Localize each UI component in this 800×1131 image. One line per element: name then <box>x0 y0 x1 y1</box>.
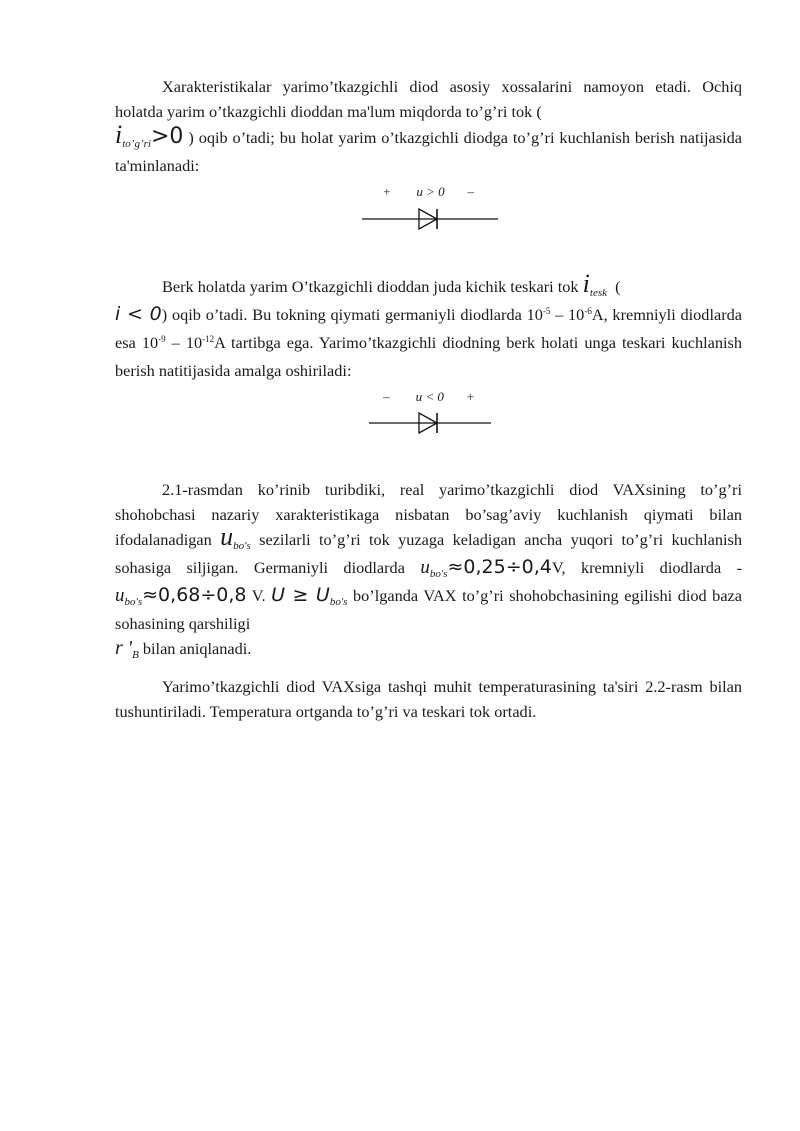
para3-text-f: bilan aniqlanadi. <box>142 639 252 658</box>
document-page <box>115 74 742 724</box>
ge-u-subscript: bo's <box>429 568 448 580</box>
exp-3: -9 <box>158 334 166 344</box>
diagram2-plus: + <box>466 389 474 404</box>
si-value: ≈0,68÷0,8 <box>142 584 247 606</box>
diagram2-label: u < 0 <box>415 389 444 404</box>
diagram1-minus: – <box>467 184 474 199</box>
paragraph-threshold-voltage <box>115 477 742 664</box>
para2-text-d: – 10 <box>550 305 585 324</box>
para2-text-f: – 10 <box>165 333 203 352</box>
si-u-symbol: u <box>115 585 125 606</box>
diagram1-plus: + <box>383 184 391 199</box>
condition-u-subscript: bo's <box>329 596 348 608</box>
diode-symbol-icon <box>115 206 742 246</box>
diagram2-minus: – <box>383 389 390 404</box>
reverse-current-condition: i < 0 <box>115 303 162 325</box>
diode-symbol-reverse-icon <box>115 411 742 451</box>
para3-text-a: 2.1-rasmdan ko’rinib turibdiki, real yarimo’tkazgichli diod VAXsining to’g’ri shohobchasi nazariy xarakteristikaga nisbatan bo’sag’aviy kuchlanish qiymati bilan ifodalanadigan <box>115 480 742 549</box>
threshold-u-symbol: u <box>220 522 234 551</box>
para2-text-c: ) oqib o’tadi. Bu tokning qiymati germaniyli diodlarda 10 <box>161 305 543 324</box>
diode-forward-diagram <box>115 184 742 260</box>
para1-text-a: Xarakteristikalar yarimo’tkazgichli diod asosiy xossalarini namoyon etadi. Ochiq holatda yarim o’tkazgichli dioddan ma'lum miqdorda to’g’ri tok ( <box>115 77 742 121</box>
paragraph-forward-current <box>115 74 742 178</box>
exp-1: -5 <box>542 306 551 316</box>
paragraph-reverse-current <box>115 269 743 383</box>
exp-4: -12 <box>202 334 215 344</box>
resistance-subscript: B <box>132 649 139 661</box>
diode-reverse-diagram <box>115 389 742 463</box>
para3-text-e: bo’lganda VAX to’g’ri shohobchasining egilishi diod baza sohasining qarshiligi <box>115 586 742 633</box>
resistance-symbol: r ' <box>115 637 133 659</box>
ge-value: ≈0,25÷0,4 <box>447 556 552 578</box>
forward-current-subscript: to’g’ri <box>122 138 151 150</box>
para2-text-g: A tartibga ega. Yarimo’tkazgichli diodning berk holati unga teskari kuchlanish berish natitijasida amalga oshiriladi: <box>115 333 743 380</box>
para3-text-c: V, kremniyli diodlarda - <box>551 558 742 577</box>
paragraph-temperature <box>115 674 742 724</box>
diagram1-label: u > 0 <box>416 184 445 199</box>
para1-text-b: ) oqib o’tadi; bu holat yarim o’tkazgichli diodga to’g’ri kuchlanish berish natijasida ta'minlanadi: <box>115 128 742 175</box>
para2-paren: ( <box>615 277 621 296</box>
reverse-current-subscript: tesk <box>589 287 607 299</box>
ge-u-symbol: u <box>420 557 430 578</box>
para3-text-b: sezilarli to’g’ri tok yuzaga keladigan ancha yuqori to’g’ri kuchlanish sohasiga siljigan. Germaniyli diodlarda <box>115 530 742 577</box>
si-u-subscript: bo's <box>124 596 143 608</box>
para2-text-a: Berk holatda yarim O’tkazgichli dioddan juda kichik teskari tok <box>162 277 579 296</box>
threshold-u-subscript: bo's <box>233 540 251 552</box>
para4-text: Yarimo’tkazgichli diod VAXsiga tashqi muhit temperaturasining ta'siri 2.2-rasm bilan tushuntiriladi. Temperatura ortganda to’g’ri va teskari tok ortadi. <box>115 677 742 721</box>
para3-text-d: V. <box>251 586 266 605</box>
para2-text-e: A, kremniyli diodlarda esa 10 <box>115 305 742 352</box>
forward-current-symbol: i <box>115 120 123 149</box>
exp-2: -6 <box>584 306 592 316</box>
condition-u: U ≥ U <box>271 584 330 606</box>
forward-current-condition: >0 <box>150 124 184 149</box>
reverse-current-symbol: i <box>582 269 590 298</box>
